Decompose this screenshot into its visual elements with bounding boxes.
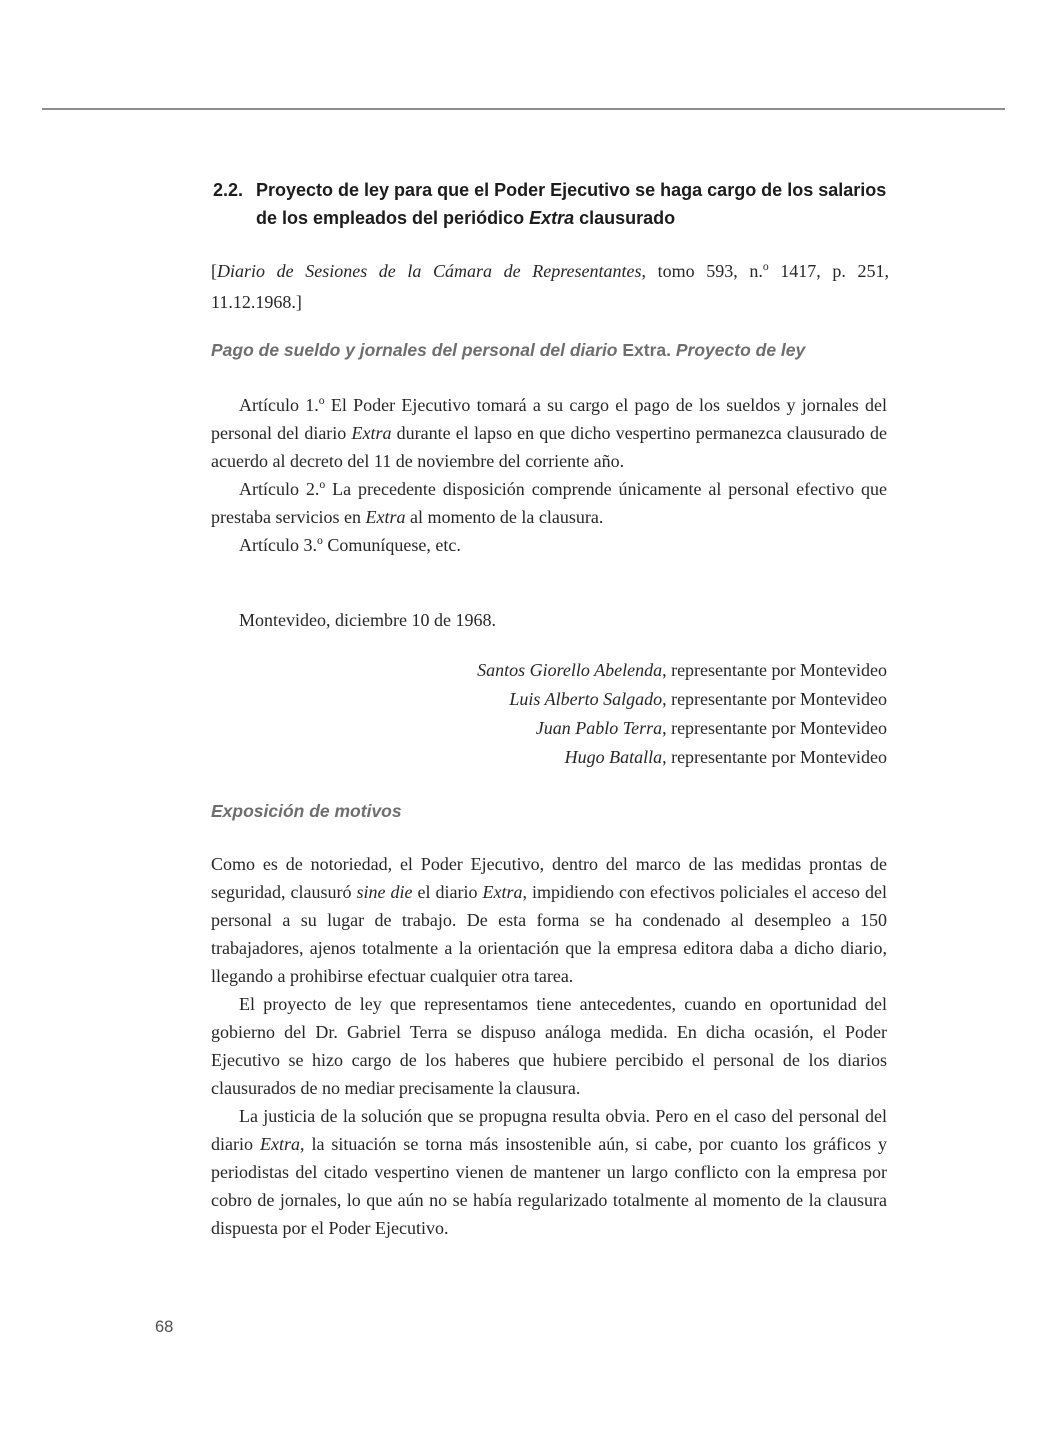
article-2-paragraph: Artículo 2.$^o$ La precedente disposición comprende únicamente al personal efectivo que prestaba servicios en Extra al momento de la clausura. (211, 478, 887, 527)
law-articles (211, 391, 887, 559)
article-3-paragraph: Artículo 3.$^o$ Comuníquese, etc. (239, 534, 461, 555)
exposition-paragraph: El proyecto de ley que representamos tiene antecedentes, cuando en oportunidad del gobierno del Dr. Gabriel Terra se dispuso análoga medida. En dicha ocasión, el Poder Ejecutivo se hizo cargo de los haberes que hubiere percibido el personal de los diarios clausurados de no mediar precisamente la clausura. (211, 994, 887, 1098)
page-number: 68 (155, 1318, 174, 1336)
signature-line: Luis Alberto Salgado, representante por Montevideo (509, 689, 887, 709)
source-citation: [Diario de Sesiones de la Cámara de Representantes, tomo 593, n.$^o$ 1417, p. 251, 11.12.1968.] (211, 260, 890, 312)
signature-line: Hugo Batalla, representante por Montevideo (564, 747, 887, 767)
section-heading-number: 2.2. (213, 180, 244, 200)
section-heading-text: Proyecto de ley para que el Poder Ejecutivo se haga cargo de los salarios de los empleados del periódico Extra clausurado (256, 180, 887, 228)
article-1-paragraph: Artículo 1.$^o$ El Poder Ejecutivo tomará a su cargo el pago de los sueldos y jornales del personal del diario Extra durante el lapso en que dicho vespertino permanezca clausurado de acuerdo al decreto del 11 de noviembre del corriente año. (211, 394, 887, 471)
signature-list (211, 656, 887, 772)
signature-line: Juan Pablo Terra, representante por Montevideo (535, 718, 887, 738)
section-heading (213, 176, 893, 232)
exposition-paragraph: Como es de notoriedad, el Poder Ejecutivo, dentro del marco de las medidas prontas de seguridad, clausuró sine die el diario Extra, impidiendo con efectivos policiales el acceso del personal a su lugar de trabajo. De esta forma se ha condenado al desempleo a 150 trabajadores, ajenos totalmente a la orientación que la empresa editora daba a dicho diario, llegando a prohibirse efectuar cualquier otra tarea. (211, 854, 887, 986)
document-subtitle: Pago de sueldo y jornales del personal del diario Extra. Proyecto de ley (211, 340, 806, 360)
exposition-paragraph: La justicia de la solución que se propugna resulta obvia. Pero en el caso del personal del diario Extra, la situación se torna más insostenible aún, si cabe, por cuanto los gráficos y periodistas del citado vespertino vienen de mantener un largo conflicto con la empresa por cobro de jornales, lo que aún no se había regularizado totalmente al momento de la clausura dispuesta por el Poder Ejecutivo. (211, 1106, 887, 1238)
signature-line: Santos Giorello Abelenda, representante por Montevideo (477, 660, 887, 680)
exposition-body (211, 850, 887, 1242)
exposition-title: Exposición de motivos (211, 801, 402, 821)
header-rule (42, 108, 1005, 110)
date-line: Montevideo, diciembre 10 de 1968. (239, 610, 496, 630)
